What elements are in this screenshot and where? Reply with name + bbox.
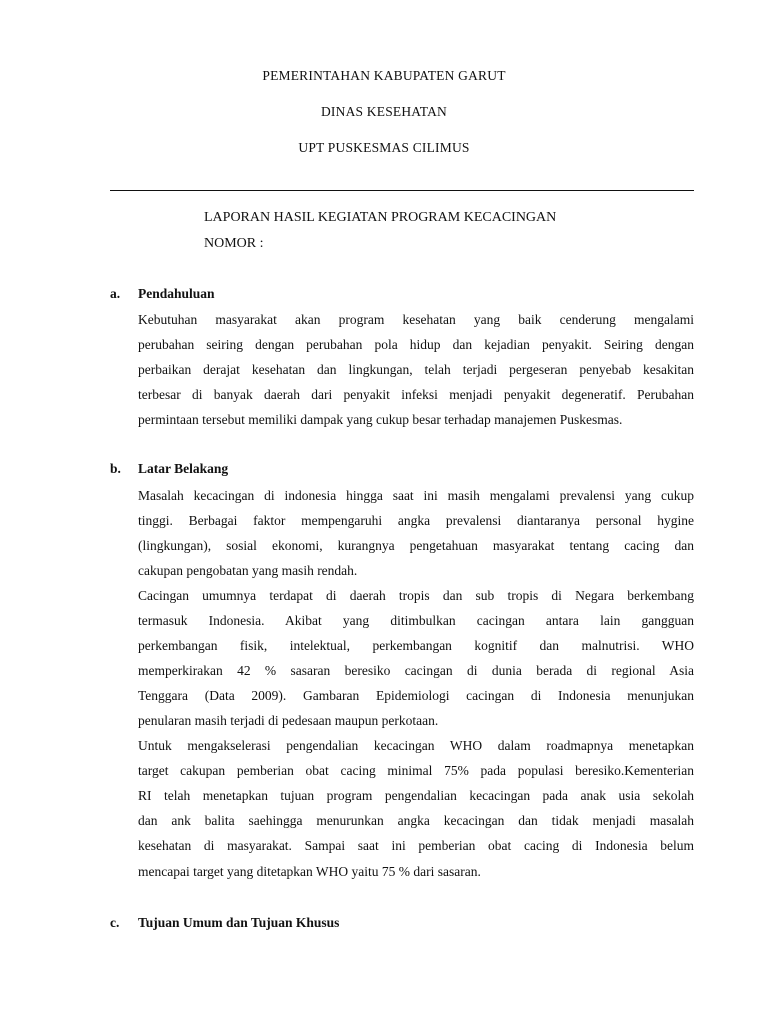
section-a-line: perubahan seiring dengan perubahan pola hidup dan kejadian penyakit. Seiring dengan bbox=[138, 337, 694, 352]
report-number-label: NOMOR : bbox=[204, 236, 264, 251]
section-a-line: perbaikan derajat kesehatan dan lingkungan, telah terjadi pergeseran penyebab kesakitan bbox=[138, 362, 694, 377]
section-c-letter: c. bbox=[110, 915, 120, 930]
section-a-line: permintaan tersebut memiliki dampak yang cukup besar terhadap manajemen Puskesmas. bbox=[138, 412, 623, 427]
section-b-line: dan ank balita saehingga menurunkan angka kecacingan dan tidak menjadi masalah bbox=[138, 813, 694, 828]
section-b-line: Tenggara (Data 2009). Gambaran Epidemiologi cacingan di Indonesia menunjukan bbox=[138, 688, 694, 703]
section-b-line: (lingkungan), sosial ekonomi, kurangnya pengetahuan masyarakat tentang cacing dan bbox=[138, 538, 694, 553]
header-unit: UPT PUSKESMAS CILIMUS bbox=[298, 140, 470, 155]
section-b-line: RI telah menetapkan tujuan program pengendalian kecacingan pada anak usia sekolah bbox=[138, 788, 694, 803]
section-b-line: penularan masih terjadi di pedesaan maupun perkotaan. bbox=[138, 713, 439, 728]
section-b-line: memperkirakan 42 % sasaran beresiko cacingan di dunia berada di regional Asia bbox=[138, 663, 694, 678]
section-b-line: Untuk mengakselerasi pengendalian kecacingan WHO dalam roadmapnya menetapkan bbox=[138, 738, 694, 753]
section-a-title: Pendahuluan bbox=[138, 286, 215, 301]
section-a-line: terbesar di banyak daerah dari penyakit infeksi menjadi penyakit degeneratif. Perubahan bbox=[138, 387, 694, 402]
section-b-line: tinggi. Berbagai faktor mempengaruhi angka prevalensi diantaranya personal hygine bbox=[138, 513, 694, 528]
header-divider bbox=[110, 190, 694, 191]
section-a-letter: a. bbox=[110, 286, 121, 301]
section-b-line: perkembangan fisik, intelektual, perkembangan kognitif dan malnutrisi. WHO bbox=[138, 638, 694, 653]
header-department: DINAS KESEHATAN bbox=[320, 104, 448, 119]
section-a-line: Kebutuhan masyarakat akan program kesehatan yang baik cenderung mengalami bbox=[138, 312, 694, 327]
section-b-line: termasuk Indonesia. Akibat yang ditimbulkan cacingan antara lain gangguan bbox=[138, 613, 694, 628]
section-b-line: target cakupan pemberian obat cacing minimal 75% pada populasi beresiko.Kementerian bbox=[138, 763, 694, 778]
section-b-title: Latar Belakang bbox=[138, 461, 229, 476]
section-b-line: mencapai target yang ditetapkan WHO yaitu 75 % dari sasaran. bbox=[138, 864, 481, 879]
section-b-line: cakupan pengobatan yang masih rendah. bbox=[138, 563, 358, 578]
report-title: LAPORAN HASIL KEGIATAN PROGRAM KECACINGAN bbox=[204, 210, 557, 225]
header-government: PEMERINTAHAN KABUPATEN GARUT bbox=[262, 68, 506, 83]
section-b-line: Masalah kecacingan di indonesia hingga saat ini masih mengalami prevalensi yang cukup bbox=[138, 488, 694, 503]
section-c-title: Tujuan Umum dan Tujuan Khusus bbox=[138, 915, 340, 930]
section-b-line: Cacingan umumnya terdapat di daerah tropis dan sub tropis di Negara berkembang bbox=[138, 588, 694, 603]
section-b-letter: b. bbox=[110, 461, 121, 476]
section-b-line: kesehatan di masyarakat. Sampai saat ini pemberian obat cacing di Indonesia belum bbox=[138, 838, 694, 853]
